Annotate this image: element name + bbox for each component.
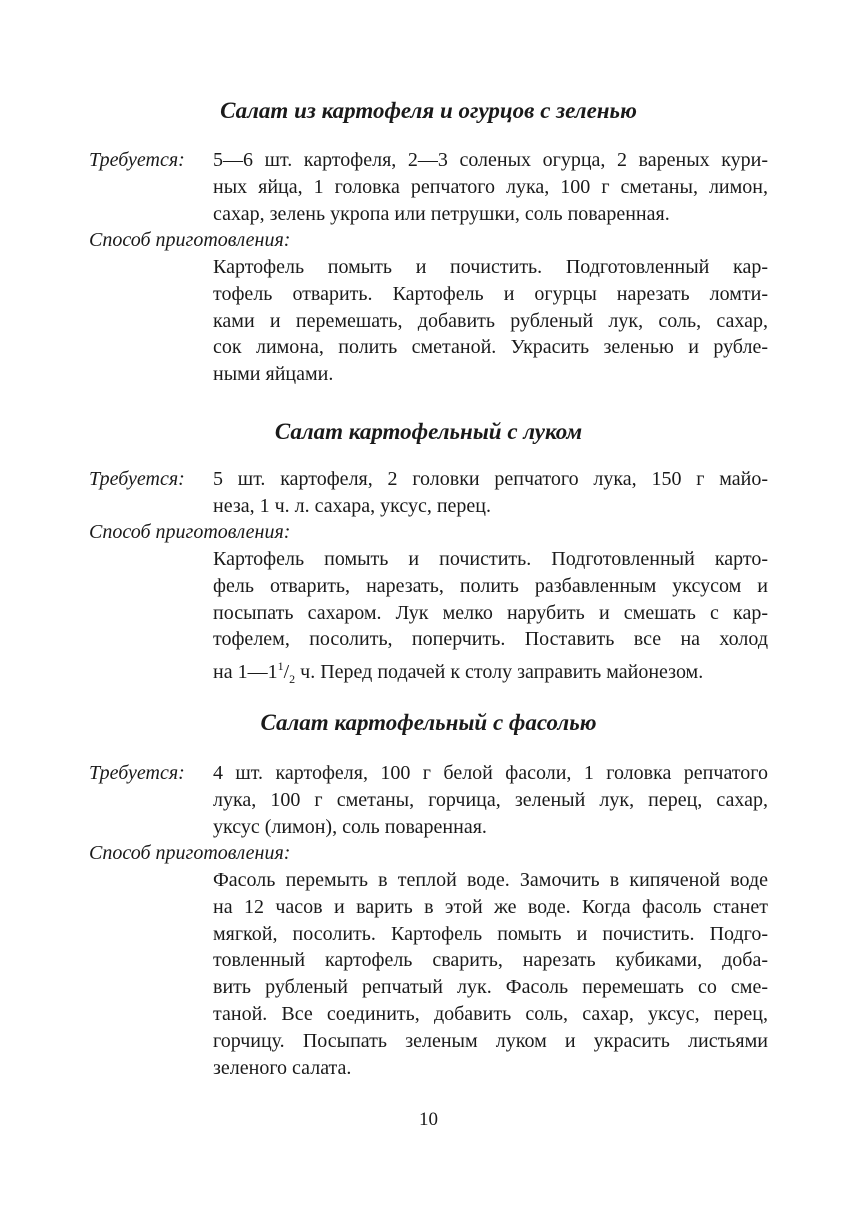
method-line: сок лимона, полить сметаной. Украсить зеленью и рубле- (213, 336, 768, 359)
requirements-line: 4 шт. картофеля, 100 г белой фасоли, 1 головка репчатого (213, 762, 768, 784)
fraction-denominator: 2 (289, 672, 296, 687)
requirements-label: Требуется: (89, 762, 185, 784)
method-text-suffix: ч. Перед подачей к столу заправить майонезом. (295, 661, 704, 684)
method-line: Фасоль перемыть в теплой воде. Замочить в кипяченой воде (213, 869, 768, 891)
requirements-line: ных яйца, 1 головка репчатого лука, 100 г сметаны, лимон, (213, 175, 768, 198)
fraction-slash: / (283, 661, 290, 684)
method-label: Способ приготовления: (89, 842, 291, 864)
method-line: Картофель помыть и почистить. Подготовленный карто- (213, 548, 768, 570)
method-line: Картофель помыть и почистить. Подготовленный кар- (213, 256, 768, 278)
requirements-text (213, 760, 768, 840)
fraction-numerator: 1 (277, 659, 284, 674)
method-label: Способ приготовления: (89, 229, 291, 251)
recipe-title: Салат картофельный с луком (274, 419, 583, 444)
method-text (213, 254, 768, 388)
method-line: посыпать сахаром. Лук мелко нарубить и смешать с кар- (213, 601, 768, 624)
requirements-line: сахар, зелень укропа или петрушки, соль поваренная. (213, 202, 670, 225)
method-line: товленный картофель сварить, нарезать кубиками, доба- (213, 949, 768, 972)
method-text (213, 867, 768, 1081)
recipe-title: Салат из картофеля и огурцов с зеленью (220, 98, 637, 123)
requirements-line: 5 шт. картофеля, 2 головки репчатого лука, 150 г майо- (213, 468, 768, 490)
method-line: фель отварить, нарезать, полить разбавленным уксусом и (213, 574, 768, 597)
method-line: мягкой, посолить. Картофель помыть и почистить. Подго- (213, 922, 768, 945)
method-line: вить рубленый репчатый лук. Фасоль перемешать со сме- (213, 976, 768, 999)
method-line: на 12 часов и варить в этой же воде. Когда фасоль станет (213, 895, 768, 918)
method-line: тофелем, посолить, поперчить. Поставить все на холод (213, 628, 768, 651)
requirements-text (213, 466, 768, 520)
method-line: таной. Все соединить, добавить соль, сахар, уксус, перец, (213, 1002, 768, 1025)
requirements-line: уксус (лимон), соль поваренная. (213, 815, 487, 838)
method-line: ными яйцами. (213, 363, 334, 386)
page-number: 10 (419, 1109, 438, 1130)
method-text (213, 546, 768, 693)
method-line-last (213, 653, 768, 693)
requirements-line: 5—6 шт. картофеля, 2—3 соленых огурца, 2 вареных кури- (213, 149, 768, 171)
recipe-title: Салат картофельный с фасолью (260, 710, 597, 735)
requirements-line: неза, 1 ч. л. сахара, уксус, перец. (213, 494, 491, 517)
method-label: Способ приготовления: (89, 521, 291, 543)
requirements-text (213, 147, 768, 227)
method-line: ками и перемешать, добавить рубленый лук, соль, сахар, (213, 309, 768, 332)
method-text-prefix: на 1—1 (213, 661, 278, 684)
method-line: горчицу. Посыпать зеленым луком и украсить листьями (213, 1029, 768, 1052)
requirements-label: Требуется: (89, 149, 185, 171)
requirements-label: Требуется: (89, 468, 185, 490)
requirements-line: лука, 100 г сметаны, горчица, зеленый лук, перец, сахар, (213, 788, 768, 811)
method-line: тофель отварить. Картофель и огурцы нарезать ломти- (213, 282, 768, 305)
method-line: зеленого салата. (213, 1056, 352, 1079)
